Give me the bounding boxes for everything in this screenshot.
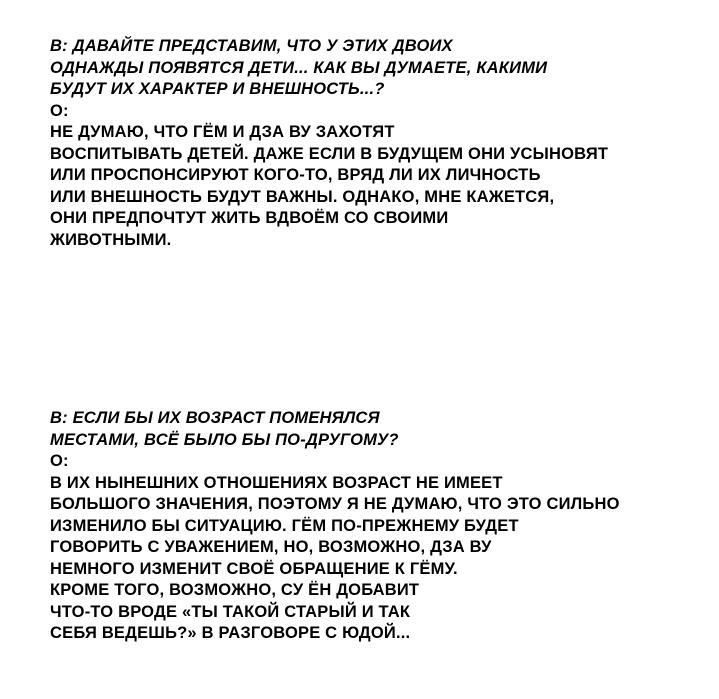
answer-line: БОЛЬШОГО ЗНАЧЕНИЯ, ПОЭТОМУ Я НЕ ДУМАЮ, ЧТО ЭТО СИЛЬНО xyxy=(50,495,620,513)
answer-line: НЕ ДУМАЮ, ЧТО ГЁМ И ДЗА ВУ ЗАХОТЯТ xyxy=(50,123,395,141)
question-line: ОДНАЖДЫ ПОЯВЯТСЯ ДЕТИ... КАК ВЫ ДУМАЕТЕ, КАКИМИ xyxy=(50,58,548,77)
answer-line: ИЛИ ВНЕШНОСТЬ БУДУТ ВАЖНЫ. ОДНАКО, МНЕ КАЖЕТСЯ, xyxy=(50,187,555,206)
answer-line: СЕБЯ ВЕДЕШЬ?» В РАЗГОВОРЕ С ЮДОЙ... xyxy=(50,624,411,642)
answer-line: ЧТО-ТО ВРОДЕ «ТЫ ТАКОЙ СТАРЫЙ И ТАК xyxy=(50,602,411,621)
answer-line: КРОМЕ ТОГО, ВОЗМОЖНО, СУ ЁН ДОБАВИТ xyxy=(50,581,420,599)
question-line: МЕСТАМИ, ВСЁ БЫЛО БЫ ПО-ДРУГОМУ? xyxy=(50,430,399,449)
answer-line: ГОВОРИТЬ С УВАЖЕНИЕМ, НО, ВОЗМОЖНО, ДЗА ВУ xyxy=(50,538,492,556)
qa-block-1 xyxy=(50,36,690,251)
answer-line: НЕМНОГО ИЗМЕНИТ СВОЁ ОБРАЩЕНИЕ К ГЁМУ. xyxy=(50,559,458,578)
answer-line: ЖИВОТНЫМИ. xyxy=(50,230,172,249)
question-text-1 xyxy=(50,36,690,101)
question-line: B: ДАВАЙТЕ ПРЕДСТАВИМ, ЧТО У ЭТИХ ДВОИХ xyxy=(50,37,453,55)
answer-marker-1: О: xyxy=(50,101,69,120)
answer-line: ОНИ ПРЕДПОЧТУТ ЖИТЬ ВДВОЁМ СО СВОИМИ xyxy=(50,209,449,227)
question-line: B: ЕСЛИ БЫ ИХ ВОЗРАСТ ПОМЕНЯЛСЯ xyxy=(50,409,380,427)
answer-marker-2: О: xyxy=(50,452,69,470)
answer-text-2 xyxy=(50,473,690,645)
question-text-2 xyxy=(50,408,690,451)
answer-text-1 xyxy=(50,122,690,251)
answer-line: ИЛИ ПРОСПОНСИРУЮТ КОГО-ТО, ВРЯД ЛИ ИХ ЛИЧНОСТЬ xyxy=(50,166,541,184)
question-line: БУДУТ ИХ ХАРАКТЕР И ВНЕШНОСТЬ...? xyxy=(50,80,385,98)
answer-line: ВОСПИТЫВАТЬ ДЕТЕЙ. ДАЖЕ ЕСЛИ В БУДУЩЕМ ОНИ УСЫНОВЯТ xyxy=(50,144,609,163)
answer-line: В ИХ НЫНЕШНИХ ОТНОШЕНИЯХ ВОЗРАСТ НЕ ИМЕЕТ xyxy=(50,473,503,492)
answer-line: ИЗМЕНИЛО БЫ СИТУАЦИЮ. ГЁМ ПО-ПРЕЖНЕМУ БУДЕТ xyxy=(50,516,519,535)
qa-block-2 xyxy=(50,408,690,645)
